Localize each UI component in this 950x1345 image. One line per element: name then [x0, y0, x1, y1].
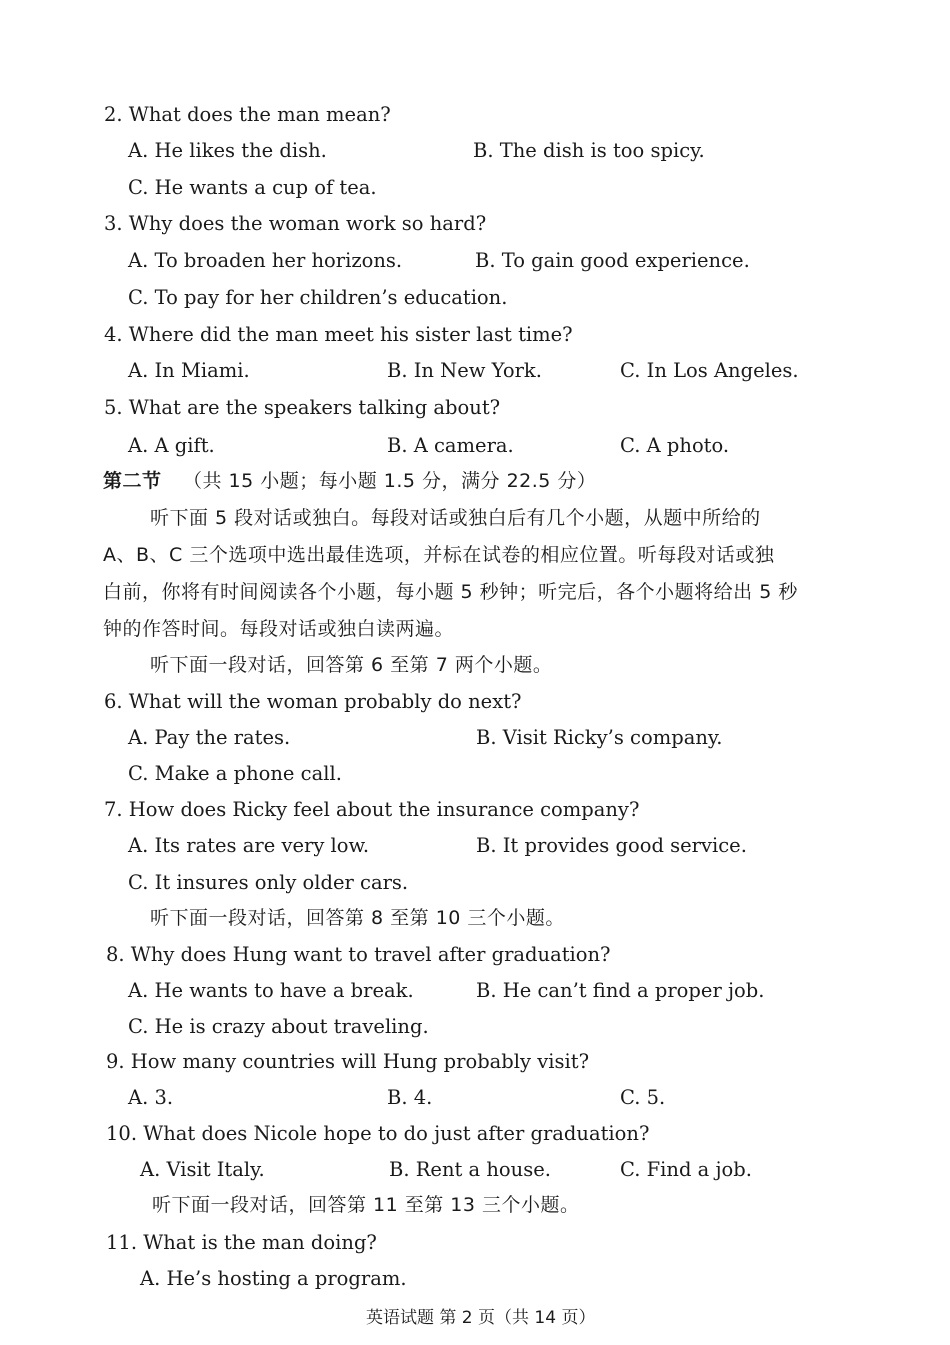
question-4-option-a: A. In Miami.: [128, 359, 250, 382]
question-4-option-c: C. In Los Angeles.: [620, 359, 799, 382]
question-11-stem: 11. What is the man doing?: [106, 1231, 377, 1254]
question-10-option-b: B. Rent a house.: [389, 1158, 551, 1181]
question-3-option-a: A. To broaden her horizons.: [128, 249, 403, 272]
dialogue-3-instruction: 听下面一段对话，回答第 11 至第 13 三个小题。: [152, 1194, 580, 1216]
question-8-stem: 8. Why does Hung want to travel after graduation?: [106, 943, 611, 966]
question-10-option-c: C. Find a job.: [620, 1158, 752, 1181]
question-9-option-b: B. 4.: [387, 1086, 433, 1109]
section-2-instruction-line-1: 听下面 5 段对话或独白。每段对话或独白后有几个小题，从题中所给的: [150, 507, 761, 529]
question-6-option-a: A. Pay the rates.: [128, 726, 291, 749]
question-2-option-a: A. He likes the dish.: [128, 139, 327, 162]
question-8-option-a: A. He wants to have a break.: [128, 979, 414, 1002]
dialogue-1-instruction: 听下面一段对话，回答第 6 至第 7 两个小题。: [150, 654, 553, 676]
question-10-stem: 10. What does Nicole hope to do just after graduation?: [106, 1122, 650, 1145]
question-5-option-c: C. A photo.: [620, 434, 730, 457]
question-5-option-b: B. A camera.: [387, 434, 514, 457]
question-3-stem: 3. Why does the woman work so hard?: [104, 212, 487, 235]
question-9-option-c: C. 5.: [620, 1086, 666, 1109]
section-2-instruction-line-2: A、B、C 三个选项中选出最佳选项，并标在试卷的相应位置。听每段对话或独: [103, 544, 775, 566]
question-7-option-b: B. It provides good service.: [476, 834, 747, 857]
section-2-note: （共 15 小题；每小题 1.5 分，满分 22.5 分）: [183, 470, 597, 492]
question-5-stem: 5. What are the speakers talking about?: [104, 396, 501, 419]
question-9-option-a: A. 3.: [128, 1086, 174, 1109]
dialogue-2-instruction: 听下面一段对话，回答第 8 至第 10 三个小题。: [150, 907, 565, 929]
question-8-option-c: C. He is crazy about traveling.: [128, 1015, 429, 1038]
question-6-option-b: B. Visit Ricky’s company.: [476, 726, 723, 749]
section-2-title: 第二节: [103, 470, 162, 492]
question-3-option-b: B. To gain good experience.: [475, 249, 750, 272]
question-6-option-c: C. Make a phone call.: [128, 762, 342, 785]
question-2-option-c: C. He wants a cup of tea.: [128, 176, 377, 199]
question-2-option-b: B. The dish is too spicy.: [473, 139, 705, 162]
question-6-stem: 6. What will the woman probably do next?: [104, 690, 522, 713]
section-2-instruction-line-4: 钟的作答时间。每段对话或独白读两遍。: [103, 618, 455, 640]
question-8-option-b: B. He can’t find a proper job.: [476, 979, 765, 1002]
question-2-stem: 2. What does the man mean?: [104, 103, 391, 126]
question-7-stem: 7. How does Ricky feel about the insurance company?: [104, 798, 640, 821]
question-10-option-a: A. Visit Italy.: [140, 1158, 265, 1181]
question-5-option-a: A. A gift.: [128, 434, 215, 457]
question-7-option-c: C. It insures only older cars.: [128, 871, 409, 894]
question-7-option-a: A. Its rates are very low.: [128, 834, 370, 857]
question-3-option-c: C. To pay for her children’s education.: [128, 286, 508, 309]
question-9-stem: 9. How many countries will Hung probably visit?: [106, 1050, 590, 1073]
question-4-stem: 4. Where did the man meet his sister last time?: [104, 323, 573, 346]
page-footer: 英语试题 第 2 页（共 14 页）: [366, 1308, 596, 1328]
question-11-option-a: A. He’s hosting a program.: [140, 1267, 407, 1290]
section-2-instruction-line-3: 白前，你将有时间阅读各个小题，每小题 5 秒钟；听完后，各个小题将给出 5 秒: [103, 581, 798, 603]
question-4-option-b: B. In New York.: [387, 359, 542, 382]
